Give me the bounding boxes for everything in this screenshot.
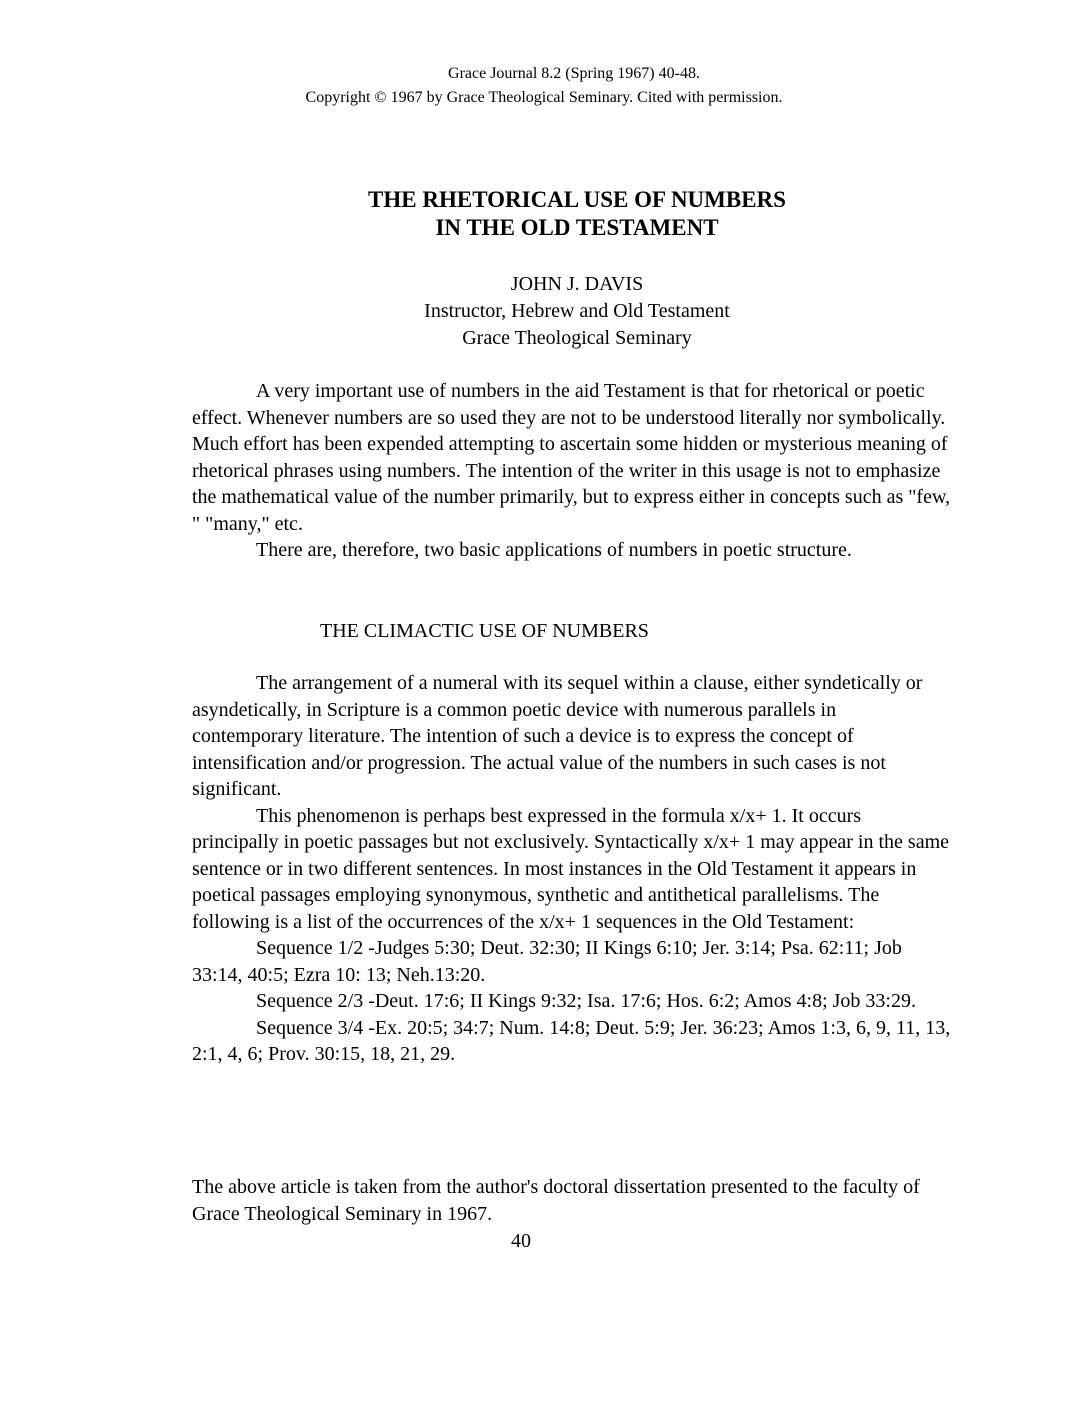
page-number: 40 bbox=[511, 1230, 531, 1252]
sequence-1-2: Sequence 1/2 -Judges 5:30; Deut. 32:30; II Kings 6:10; Jer. 3:14; Psa. 62:11; Job 33:14, 40:5; Ezra 10: 13; Neh.13:20. bbox=[192, 937, 902, 986]
author-name: JOHN J. DAVIS bbox=[510, 273, 644, 295]
section-heading: THE CLIMACTIC USE OF NUMBERS bbox=[320, 620, 649, 642]
intro-section bbox=[192, 378, 952, 564]
article-title bbox=[0, 186, 1088, 242]
intro-paragraph-1: A very important use of numbers in the aid Testament is that for rhetorical or poetic effect. Whenever numbers are so used they are not to be understood literally nor symbolically. Much effort has been expended attempting to ascertain some hidden or mysterious meaning of rhetorical phrases using numbers. The intention of the writer in this usage is not to emphasize the mathematical value of the number primarily, but to express either in concepts such as "few, " "many," etc. bbox=[192, 380, 951, 535]
footnote: The above article is taken from the author's doctoral dissertation presented to the faculty of Grace Theological Seminary in 1967. bbox=[192, 1176, 920, 1225]
title-line-2: IN THE OLD TESTAMENT bbox=[435, 215, 719, 240]
climactic-section bbox=[192, 670, 952, 1068]
sequence-2-3: Sequence 2/3 -Deut. 17:6; II Kings 9:32; Isa. 17:6; Hos. 6:2; Amos 4:8; Job 33:29. bbox=[256, 990, 916, 1012]
journal-citation: Grace Journal 8.2 (Spring 1967) 40-48. bbox=[448, 65, 700, 82]
section-paragraph-2: This phenomenon is perhaps best expressed in the formula x/x+ 1. It occurs principally in poetic passages but not exclusively. Syntactically x/x+ 1 may appear in the same sentence or in two different sentences. In most instances in the Old Testament it appears in poetical passages employing synonymous, synthetic and antithetical parallelisms. The following is a list of the occurrences of the x/x+ 1 sequences in the Old Testament: bbox=[192, 804, 950, 933]
journal-header bbox=[0, 62, 1088, 110]
sequence-3-4: Sequence 3/4 -Ex. 20:5; 34:7; Num. 14:8; Deut. 5:9; Jer. 36:23; Amos 1:3, 6, 9, 11, 13, 2:1, 4, 6; Prov. 30:15, 18, 21, 29. bbox=[192, 1016, 951, 1065]
intro-paragraph-2: There are, therefore, two basic applications of numbers in poetic structure. bbox=[256, 539, 852, 561]
author-position: Instructor, Hebrew and Old Testament bbox=[424, 300, 730, 322]
title-line-1: THE RHETORICAL USE OF NUMBERS bbox=[368, 187, 786, 212]
author-institution: Grace Theological Seminary bbox=[462, 327, 692, 349]
author-block bbox=[0, 271, 1088, 352]
copyright-notice: Copyright © 1967 by Grace Theological Seminary. Cited with permission. bbox=[305, 89, 783, 106]
section-paragraph-1: The arrangement of a numeral with its sequel within a clause, either syndetically or asyndetically, in Scripture is a common poetic device with numerous parallels in contemporary literature. The intention of such a device is to express the concept of intensification and/or progression. The actual value of the numbers in such cases is not significant. bbox=[192, 672, 923, 800]
